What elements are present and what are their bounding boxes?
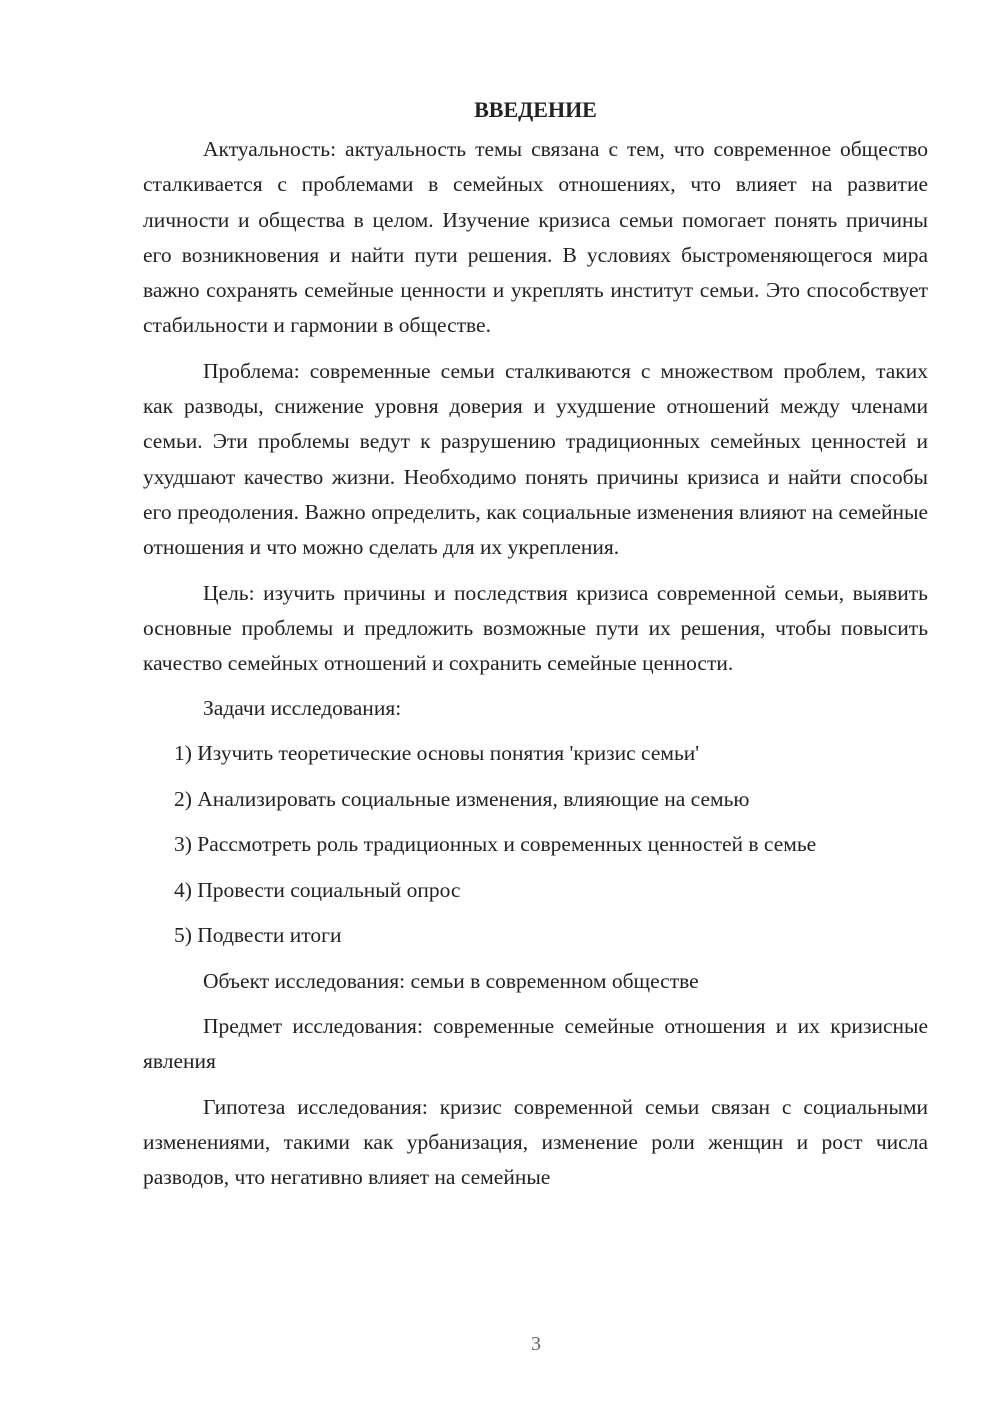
paragraph-hypothesis: Гипотеза исследования: кризис современной семьи связан с социальными изменениями, такими как урбанизация, изменение роли женщин и рост числа разводов, что негативно влияет на семейные [143,1094,928,1190]
document-body [143,92,928,1205]
list-item: 5) Подвести итоги [174,923,342,948]
list-item: 4) Провести социальный опрос [174,877,461,902]
paragraph-object: Объект исследования: семьи в современном обществе [203,968,699,993]
tasks-title: Задачи исследования: [203,696,402,721]
paragraph-relevance: Актуальность: актуальность темы связана с тем, что современное общество сталкивается с проблемами в семейных отношениях, что влияет на развитие личности и общества в целом. Изучение кризиса семьи помогает понять причины его возникновения и найти пути решения. В условиях быстроменяющегося мира важно сохранять семейные ценности и укреплять институт семьи. Это способствует стабильности и гармонии в обществе. [143,137,928,338]
paragraph-problem: Проблема: современные семьи сталкиваются с множеством проблем, таких как разводы, снижение уровня доверия и ухудшение отношений между членами семьи. Эти проблемы ведут к разрушению традиционных семейных ценностей и ухудшают качество жизни. Необходимо понять причины кризиса и найти способы его преодоления. Важно определить, как социальные изменения влияют на семейные отношения и что можно сделать для их укрепления. [143,358,928,560]
paragraph-goal: Цель: изучить причины и последствия кризиса современной семьи, выявить основные проблемы и предложить возможные пути их решения, чтобы повысить качество семейных отношений и сохранить семейные ценности. [143,580,928,676]
list-item: 2) Анализировать социальные изменения, влияющие на семью [174,786,750,811]
paragraph-subject: Предмет исследования: современные семейные отношения и их кризисные явления [143,1013,928,1074]
section-heading: ВВЕДЕНИЕ [474,97,597,122]
list-item: 1) Изучить теоретические основы понятия 'кризис семьи' [174,741,700,766]
list-item: 3) Рассмотреть роль традиционных и современных ценностей в семье [174,832,817,857]
page-number: 3 [531,1333,541,1355]
tasks-list [143,736,928,953]
